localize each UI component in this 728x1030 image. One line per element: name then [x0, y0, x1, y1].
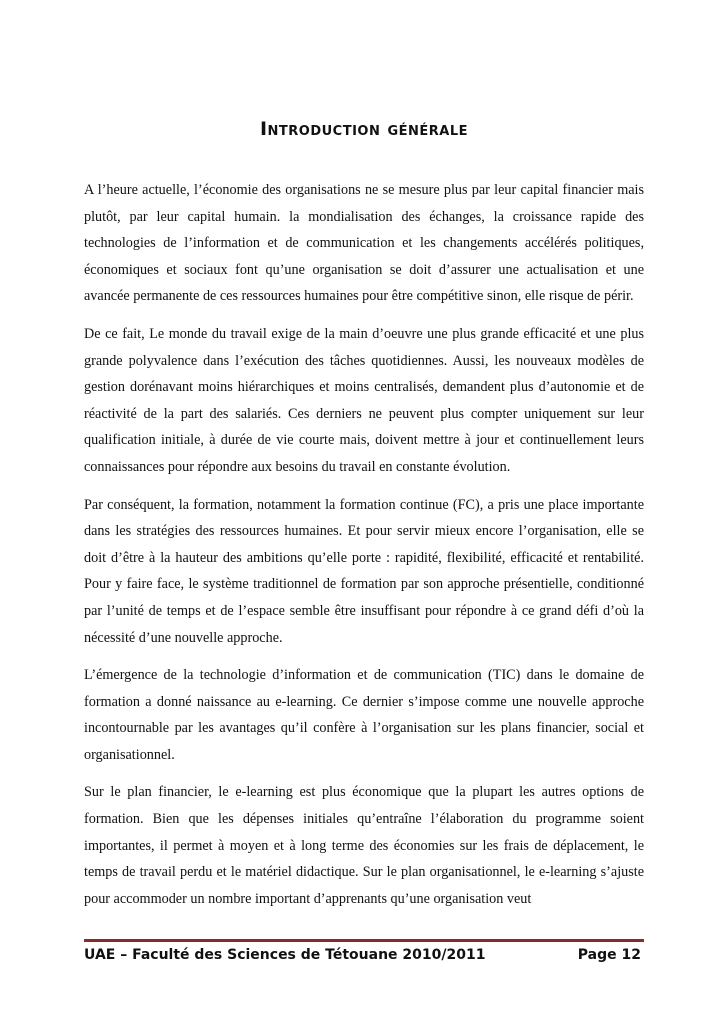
- footer-rule: [84, 939, 644, 942]
- page-title: Introduction générale: [259, 118, 469, 140]
- body-text: [84, 177, 644, 923]
- paragraph-2: De ce fait, Le monde du travail exige de la main d’oeuvre une plus grande efficacité et une plus grande polyvalence dans l’exécution des tâches quotidiennes. Aussi, les nouveaux modèles de gestion dorénavant moins hiérarchiques et moins centralisés, demandent plus d’autonomie et de réactivité de la part des salariés. Ces derniers ne peuvent plus compter uniquement sur leur qualification initiale, à durée de vie courte mais, doivent mettre à jour et continuellement leurs connaissances pour répondre aux besoins du travail en constante évolution.: [84, 325, 644, 475]
- paragraph-1: A l’heure actuelle, l’économie des organisations ne se mesure plus par leur capital financier mais plutôt, par leur capital humain. la mondialisation des échanges, la croissance rapide des technologies de l’information et de communication et les changements accélérés politiques, économiques et sociaux font qu’une organisation se doit d’assurer une actualisation et une avancée permanente de ces ressources humaines pour être compétitive sinon, elle risque de périr.: [84, 182, 644, 305]
- paragraph-4: L’émergence de la technologie d’information et de communication (TIC) dans le domaine de formation a donné naissance au e-learning. Ce dernier s’impose comme une nouvelle approche incontournable par les avantages qu’il confère à l’organisation sur les plans financier, social et organisationnel.: [84, 667, 644, 763]
- footer-page-number: Page 12: [577, 947, 641, 963]
- paragraph-3: Par conséquent, la formation, notamment la formation continue (FC), a pris une place importante dans les stratégies des ressources humaines. Et pour servir mieux encore l’organisation, elle se doit d’être à la hauteur des ambitions qu’elle porte : rapidité, flexibilité, efficacité et rentabilité. Pour y faire face, le système traditionnel de formation par son approche présentielle, conditionné par l’unité de temps et de l’espace semble être insuffisant pour répondre à ce grand défi d’où la nécessité d’une nouvelle approche.: [84, 496, 644, 646]
- footer-institution: UAE – Faculté des Sciences de Tétouane 2010/2011: [84, 947, 486, 963]
- page-footer: [84, 947, 644, 963]
- paragraph-5: Sur le plan financier, le e-learning est plus économique que la plupart les autres options de formation. Bien que les dépenses initiales qu’entraîne l’élaboration du programme soient importantes, il permet à moyen et à long terme des économies sur les frais de déplacement, le temps de travail perdu et le matériel didactique. Sur le plan organisationnel, le e-learning s’ajuste pour accommoder un nombre important d’apprenants qu’une organisation veut: [84, 784, 644, 907]
